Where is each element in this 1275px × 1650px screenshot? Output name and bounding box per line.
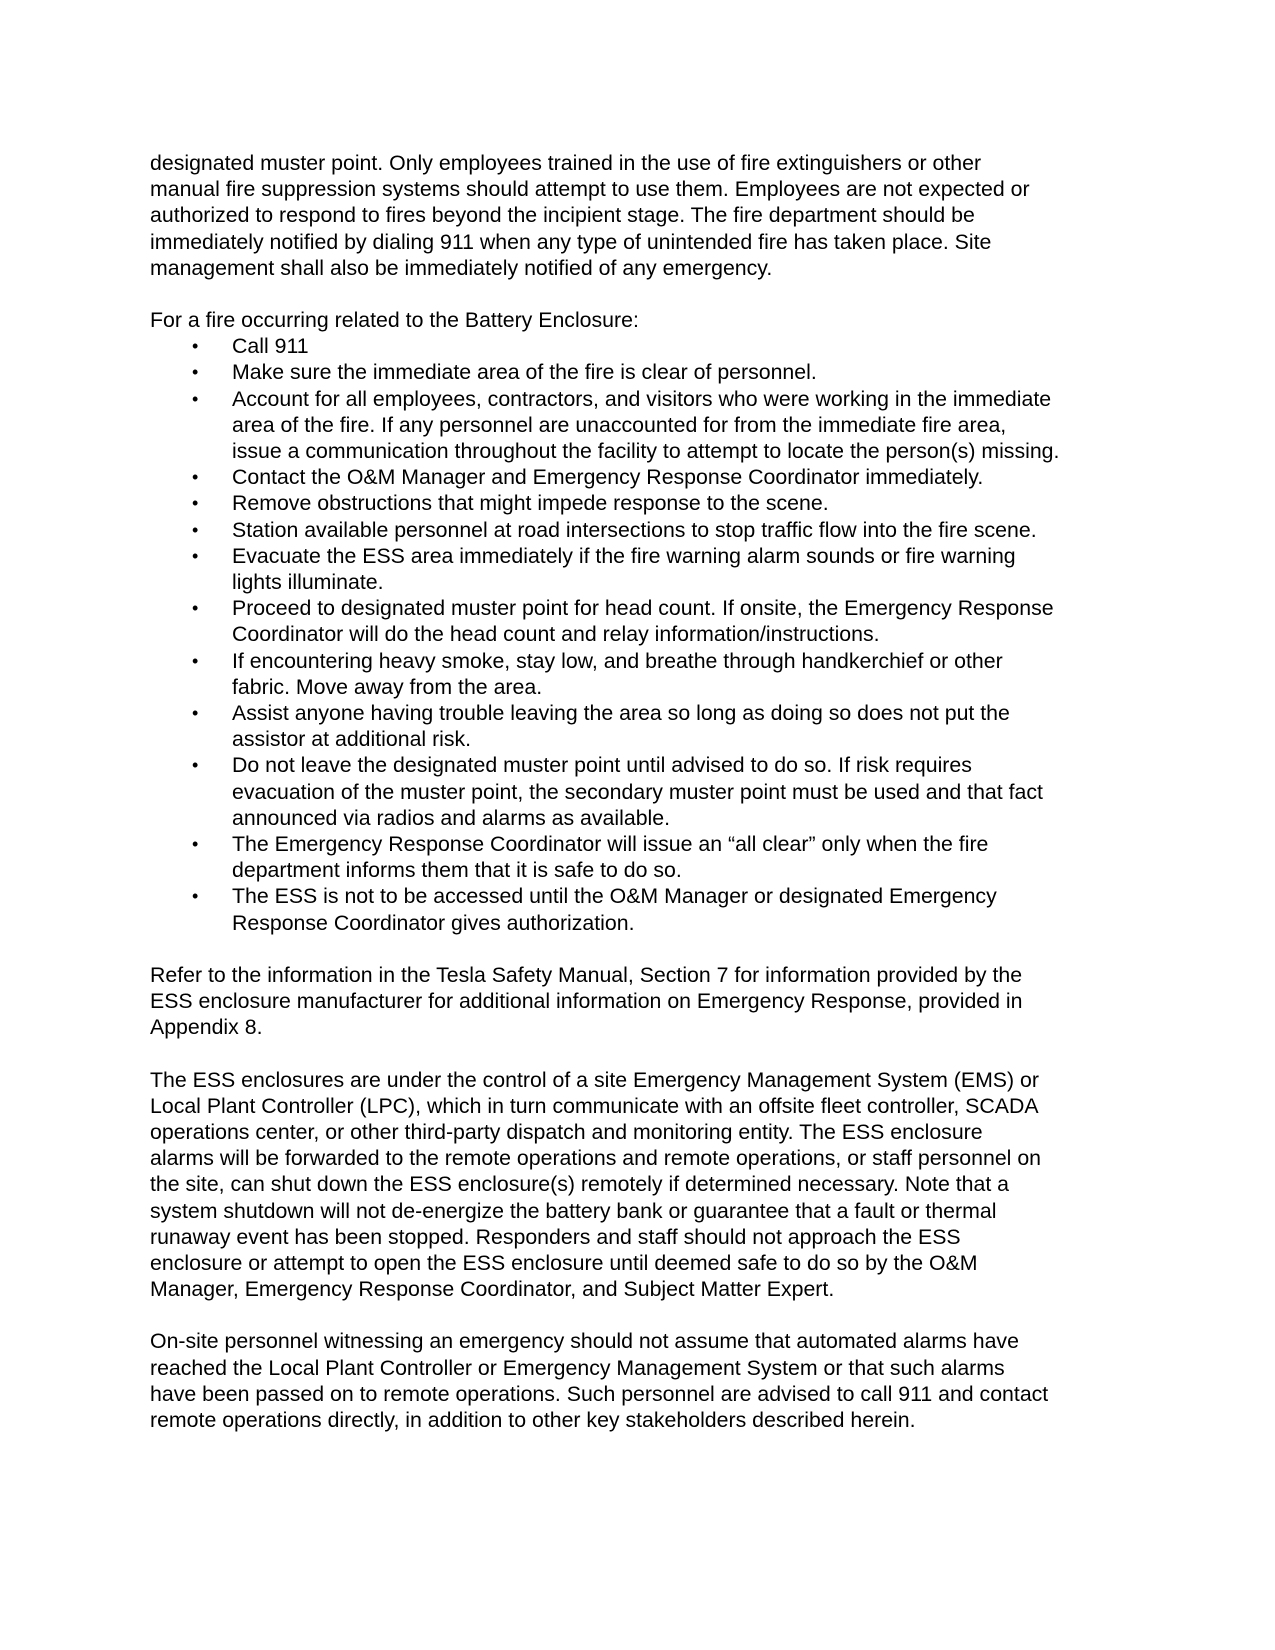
text-line: enclosure or attempt to open the ESS enclosure until deemed safe to do so by the O&M: [150, 1250, 978, 1275]
list-item: [150, 648, 1125, 700]
text-line: the site, can shut down the ESS enclosure(s) remotely if determined necessary. Note that a: [150, 1172, 1010, 1197]
text-line: Evacuate the ESS area immediately if the fire warning alarm sounds or fire warning: [232, 543, 1016, 568]
paragraph-onsite-personnel: [150, 1328, 1125, 1433]
text-line: On-site personnel witnessing an emergency should not assume that automated alarms have: [150, 1329, 1019, 1354]
text-line: Coordinator will do the head count and relay information/instructions.: [232, 622, 880, 647]
bullet-icon: •: [192, 886, 199, 907]
text-line: Do not leave the designated muster point until advised to do so. If risk requires: [232, 753, 972, 778]
bullet-icon: •: [192, 703, 199, 724]
list-item: [150, 464, 1125, 490]
text-line: Response Coordinator gives authorization.: [232, 910, 635, 935]
text-line: Call 911: [232, 334, 309, 359]
text-line: management shall also be immediately notified of any emergency.: [150, 255, 773, 280]
text-line: lights illuminate.: [232, 570, 384, 595]
bullet-icon: •: [192, 336, 199, 357]
bullet-icon: •: [192, 545, 199, 566]
text-line: fabric. Move away from the area.: [232, 674, 543, 699]
list-item: [150, 333, 1125, 359]
text-line: Refer to the information in the Tesla Safety Manual, Section 7 for information provided by the: [150, 962, 1023, 987]
list-item: [150, 595, 1125, 647]
text-line: Station available personnel at road intersections to stop traffic flow into the fire scene.: [232, 517, 1037, 542]
list-item: [150, 752, 1125, 831]
bullet-icon: •: [192, 519, 199, 540]
list-item: [150, 883, 1125, 935]
text-line: designated muster point. Only employees trained in the use of fire extinguishers or other: [150, 151, 982, 175]
text-line: assistor at additional risk.: [232, 727, 472, 752]
list-item: [150, 386, 1125, 465]
text-line: runaway event has been stopped. Responders and staff should not approach the ESS: [150, 1224, 961, 1249]
list-item: [150, 700, 1125, 752]
text-line: If encountering heavy smoke, stay low, and breathe through handkerchief or other: [232, 648, 1003, 673]
text-line: Proceed to designated muster point for head count. If onsite, the Emergency Response: [232, 596, 1054, 621]
text-line: reached the Local Plant Controller or Emergency Management System or that such alarms: [150, 1355, 1005, 1380]
text-line: Account for all employees, contractors, and visitors who were working in the immediate: [232, 386, 1052, 411]
text-line: The Emergency Response Coordinator will issue an “all clear” only when the fire: [232, 832, 989, 857]
bullet-icon: •: [192, 598, 199, 619]
list-item: [150, 517, 1125, 543]
text-line: operations center, or other third-party dispatch and monitoring entity. The ESS enclosure: [150, 1119, 983, 1144]
text-line: evacuation of the muster point, the secondary muster point must be used and that fact: [232, 779, 1043, 804]
text-line: Local Plant Controller (LPC), which in turn communicate with an offsite fleet controller, SCADA: [150, 1093, 1039, 1118]
text-line: manual fire suppression systems should attempt to use them. Employees are not expected or: [150, 177, 1030, 202]
text-line: immediately notified by dialing 911 when any type of unintended fire has taken place. Site: [150, 229, 992, 254]
bullet-icon: •: [192, 834, 199, 855]
list-intro: For a fire occurring related to the Battery Enclosure:: [150, 308, 639, 333]
bullet-icon: •: [192, 650, 199, 671]
bullet-icon: •: [192, 493, 199, 514]
text-line: The ESS enclosures are under the control of a site Emergency Management System (EMS) or: [150, 1067, 1039, 1092]
text-line: authorized to respond to fires beyond the incipient stage. The fire department should be: [150, 203, 975, 228]
document-page: [150, 150, 1125, 1433]
text-line: issue a communication throughout the facility to attempt to locate the person(s) missing.: [232, 439, 1060, 464]
text-line: system shutdown will not de-energize the battery bank or guarantee that a fault or thermal: [150, 1198, 997, 1223]
text-line: remote operations directly, in addition to other key stakeholders described herein.: [150, 1407, 916, 1432]
paragraph-ems-control: [150, 1067, 1125, 1303]
text-line: department informs them that it is safe to do so.: [232, 858, 682, 883]
list-item: [150, 543, 1125, 595]
text-line: have been passed on to remote operations. Such personnel are advised to call 911 and contact: [150, 1381, 1049, 1406]
text-line: alarms will be forwarded to the remote operations and remote operations, or staff personnel on: [150, 1146, 1042, 1171]
text-line: ESS enclosure manufacturer for additional information on Emergency Response, provided in: [150, 989, 1023, 1014]
list-item: [150, 831, 1125, 883]
bullet-icon: •: [192, 362, 199, 383]
text-line: Appendix 8.: [150, 1015, 263, 1040]
bullet-icon: •: [192, 388, 199, 409]
paragraph-fire-extinguishers: [150, 150, 1125, 281]
text-line: Make sure the immediate area of the fire is clear of personnel.: [232, 360, 817, 385]
text-line: The ESS is not to be accessed until the O&M Manager or designated Emergency: [232, 884, 997, 909]
fire-response-list: [150, 333, 1125, 936]
text-line: Contact the O&M Manager and Emergency Response Coordinator immediately.: [232, 465, 984, 490]
text-line: Remove obstructions that might impede response to the scene.: [232, 491, 829, 516]
text-line: Manager, Emergency Response Coordinator, and Subject Matter Expert.: [150, 1277, 835, 1302]
text-line: area of the fire. If any personnel are unaccounted for from the immediate fire area,: [232, 412, 1007, 437]
bullet-icon: •: [192, 467, 199, 488]
bullet-icon: •: [192, 755, 199, 776]
paragraph-tesla-manual: [150, 962, 1125, 1041]
list-item: [150, 359, 1125, 385]
text-line: Assist anyone having trouble leaving the area so long as doing so does not put the: [232, 701, 1010, 726]
text-line: announced via radios and alarms as available.: [232, 805, 671, 830]
list-item: [150, 490, 1125, 516]
